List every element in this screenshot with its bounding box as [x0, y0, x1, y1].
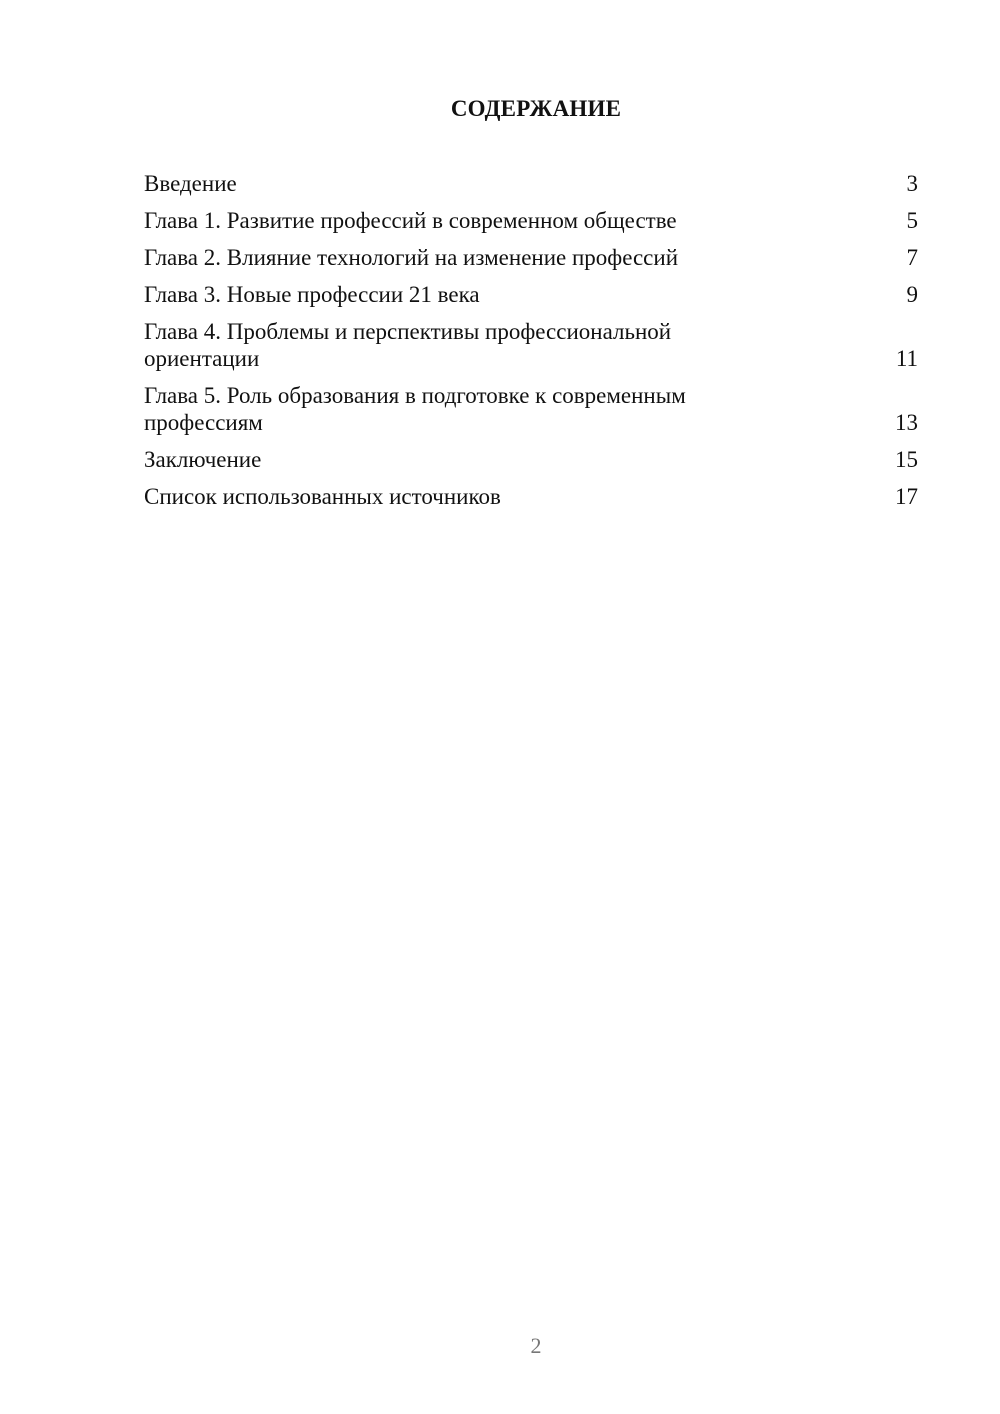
toc-entry-page-number: 5 [906, 208, 918, 233]
toc-entry-label: Глава 4. Проблемы и перспективы профессиональной ориентации [144, 319, 672, 371]
toc-entry-introduction [144, 170, 920, 197]
toc-entry-label: Глава 1. Развитие профессий в современном обществе [144, 208, 677, 233]
toc-entry-label: Список использованных источников [144, 484, 501, 509]
toc-entry-page-number: 11 [895, 346, 918, 371]
table-of-contents [144, 170, 920, 520]
page-number: 2 [530, 1333, 542, 1358]
toc-entry-references [144, 483, 920, 510]
toc-entry-chapter-3 [144, 281, 920, 308]
toc-entry-label: Введение [144, 171, 237, 196]
toc-entry-page-number: 15 [895, 447, 918, 472]
toc-entry-page-number: 7 [906, 245, 918, 270]
toc-entry-label: Глава 3. Новые профессии 21 века [144, 282, 480, 307]
toc-entry-chapter-2 [144, 244, 920, 271]
toc-entry-label: Глава 5. Роль образования в подготовке к современным профессиям [144, 383, 686, 435]
toc-entry-conclusion [144, 446, 920, 473]
toc-entry-page-number: 17 [895, 484, 918, 509]
toc-entry-chapter-5 [144, 382, 920, 436]
toc-entry-chapter-4 [144, 318, 920, 372]
toc-entry-label: Глава 2. Влияние технологий на изменение профессий [144, 245, 679, 270]
toc-entry-label: Заключение [144, 447, 262, 472]
toc-entry-page-number: 9 [906, 282, 918, 307]
toc-entry-page-number: 3 [906, 171, 918, 196]
table-of-contents-title: СОДЕРЖАНИЕ [450, 96, 622, 121]
toc-entry-chapter-1 [144, 207, 920, 234]
toc-entry-page-number: 13 [895, 410, 918, 435]
